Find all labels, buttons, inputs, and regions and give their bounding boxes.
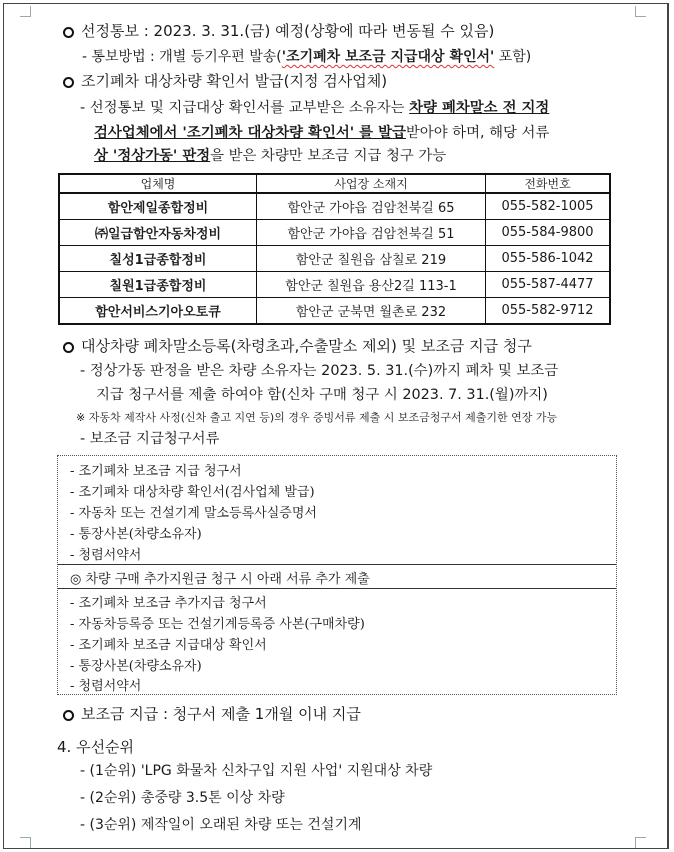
- header-company: 업체명: [59, 174, 257, 193]
- company-address: 함안군 가야읍 검암천북길 51: [257, 220, 486, 246]
- priority-item: - (3순위) 제작일이 오래된 차량 또는 건설기계: [80, 817, 362, 833]
- company-phone: 055-587-4477: [486, 272, 611, 298]
- section-payment: 보조금 지급 : 청구서 제출 1개월 이내 지급: [63, 705, 361, 723]
- box-divider: [58, 564, 616, 565]
- claim-documents-title: - 보조금 지급청구서류: [80, 431, 220, 447]
- document-item: - 통장사본(차량소유자): [70, 659, 202, 674]
- box-divider: [58, 588, 616, 589]
- priority-item: - (2순위) 총중량 3.5톤 이상 차량: [80, 790, 285, 806]
- circle-bullet-icon: [63, 342, 74, 353]
- company-name: 칠원1급종합정비: [59, 272, 257, 298]
- company-address: 함안군 가야읍 검암천북길 65: [257, 193, 486, 220]
- header-phone: 전화번호: [486, 174, 611, 193]
- document-item: - 통장사본(차량소유자): [70, 527, 202, 542]
- priority-item: - (1순위) 'LPG 화물차 신차구입 지원 사업' 지원대상 차량: [80, 763, 433, 779]
- company-address: 함안군 칠원읍 삼칠로 219: [257, 246, 486, 272]
- document-item: - 자동차등록증 또는 건설기계등록증 사본(구매차량): [70, 617, 365, 632]
- document-item: - 조기폐차 보조금 지급대상 확인서: [70, 638, 267, 653]
- company-name: 칠성1급종합정비: [59, 246, 257, 272]
- claim-deadline-line-2: 지급 청구서를 제출 하여야 함(신차 구매 청구 시 2023. 7. 31.(월)까지): [96, 387, 548, 403]
- document-item: - 조기폐차 보조금 추가지급 청구서: [70, 596, 267, 611]
- company-name: ㈜일급함안자동차정비: [59, 220, 257, 246]
- company-phone: 055-582-1005: [486, 193, 611, 220]
- company-name: 함안서비스기아오토큐: [59, 298, 257, 325]
- confirmation-line-2: 검사업체에서 '조기폐차 대상차량 확인서' 를 발급받아야 하며, 해당 서류: [94, 125, 550, 141]
- table-row: [59, 298, 610, 325]
- circle-bullet-icon: [63, 27, 74, 38]
- document-item: - 청렴서약서: [70, 548, 142, 563]
- section-scrap-registration: 대상차량 폐차말소등록(차령초과,수출말소 제외) 및 보조금 지급 청구: [63, 337, 532, 355]
- confirmation-line-1: - 선정통보 및 지급대상 확인서를 교부받은 소유자는 차량 폐차말소 전 지정: [80, 100, 550, 116]
- inspection-shops-table: [58, 173, 611, 325]
- circle-bullet-icon: [63, 77, 74, 88]
- margin-corner-top-right: [635, 6, 646, 17]
- section-confirmation: 조기폐차 대상차량 확인서 발급(지정 검사업체): [63, 72, 387, 90]
- company-phone: 055-582-9712: [486, 298, 611, 325]
- company-address: 함안군 군북면 월촌로 232: [257, 298, 486, 325]
- margin-corner-top-left: [20, 6, 31, 17]
- margin-corner-bottom-right: [635, 837, 646, 848]
- circle-bullet-icon: [63, 710, 74, 721]
- table-row: [59, 193, 610, 220]
- company-name: 함안제일종합정비: [59, 193, 257, 220]
- company-phone: 055-586-1042: [486, 246, 611, 272]
- table-row: [59, 220, 610, 246]
- section-selection-notice: 선정통보 : 2023. 3. 31.(금) 예정(상황에 따라 변동될 수 있음): [63, 22, 494, 40]
- extension-note: ※ 자동차 제작사 사정(신차 출고 지연 등)의 경우 증빙서류 제출 시 보조금청구서 제출기한 연장 가능: [76, 411, 558, 424]
- table-row: [59, 246, 610, 272]
- margin-corner-bottom-left: [20, 837, 31, 848]
- company-address: 함안군 칠원읍 용산2길 113-1: [257, 272, 486, 298]
- table-header-row: [59, 174, 610, 193]
- notice-method: - 통보방법 : 개별 등기우편 발송('조기폐차 보조금 지급대상 확인서' 포함): [82, 49, 532, 65]
- table-row: [59, 272, 610, 298]
- claim-deadline-line-1: - 정상가동 판정을 받은 차량 소유자는 2023. 5. 31.(수)까지 폐차 및 보조금: [80, 363, 559, 379]
- confirmation-line-3: 상 '정상가동' 판정을 받은 차량만 보조금 지급 청구 가능: [94, 148, 447, 164]
- required-documents-box: [57, 455, 617, 695]
- document-item: - 조기폐차 보조금 지급 청구서: [70, 464, 242, 479]
- document-item: - 자동차 또는 건설기계 말소등록사실증명서: [70, 506, 317, 521]
- document-item: - 청렴서약서: [70, 679, 142, 694]
- additional-documents-heading: ◎ 차량 구매 추가지원금 청구 시 아래 서류 추가 제출: [70, 572, 370, 587]
- header-address: 사업장 소재지: [257, 174, 486, 193]
- priority-heading: 4. 우선순위: [57, 738, 135, 756]
- company-phone: 055-584-9800: [486, 220, 611, 246]
- document-item: - 조기폐차 대상차량 확인서(검사업체 발급): [70, 485, 315, 500]
